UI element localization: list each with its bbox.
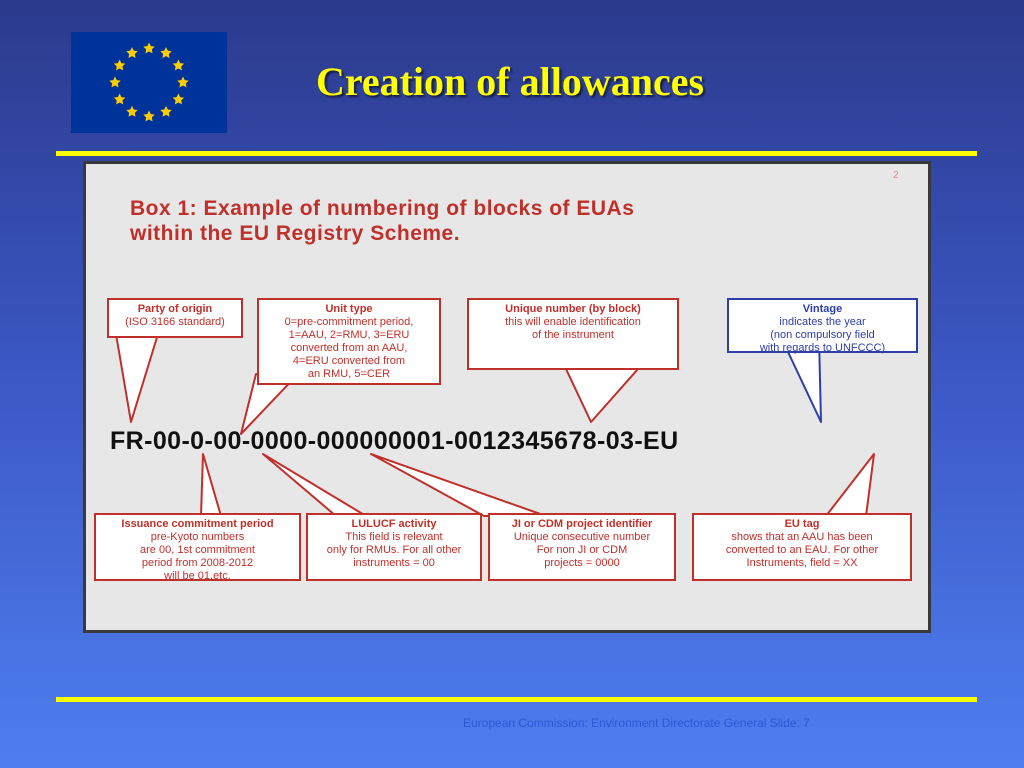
callout-line: period from 2008-2012 [141, 557, 254, 569]
callout-line: of the instrument [532, 329, 614, 341]
pointer-party-of-origin [116, 334, 158, 422]
callout-title: LULUCF activity [351, 518, 437, 530]
callout-line: pre-Kyoto numbers [150, 531, 245, 543]
eu-flag [71, 32, 227, 133]
slide-title: Creation of allowances [315, 59, 705, 104]
callout-line: are 00, 1st commitment [140, 544, 255, 556]
callout-line: indicates the year [779, 316, 866, 328]
callout-line: will be 01,etc. [164, 570, 231, 582]
callout-title: Vintage [802, 303, 843, 315]
callout-line: (ISO 3166 standard) [125, 316, 225, 328]
callout-title: Issuance commitment period [121, 518, 274, 530]
callout-title: Party of origin [137, 303, 213, 315]
callout-line: this will enable identification [505, 316, 641, 328]
callout-line: This field is relevant [345, 531, 443, 543]
pointer-ji-cdm [371, 454, 546, 516]
bottom-divider [56, 697, 977, 702]
slide-footer: European Commission: Environment Directorate General Slide: 7 [463, 716, 810, 730]
callout-line: only for RMUs. For all other [326, 544, 462, 556]
callout-title: EU tag [784, 518, 820, 530]
callout-line: projects = 0000 [544, 557, 620, 569]
pointer-eu-tag [826, 454, 874, 516]
top-divider [56, 151, 977, 156]
callout-unique-number [467, 298, 679, 370]
callout-line: 4=ERU converted from [292, 355, 406, 367]
euas-serial-number: FR-00-0-00-0000-000000001-0012345678-03-EU [110, 427, 679, 455]
callout-line: with regards to UNFCCC) [759, 342, 886, 354]
callout-line: 1=AAU, 2=RMU, 3=ERU [288, 329, 410, 341]
callout-line: Instruments, field = XX [746, 557, 858, 569]
callout-unit-type [257, 298, 441, 385]
callout-issuance-period [94, 513, 301, 581]
eu-stars-icon [71, 32, 227, 133]
callout-party-of-origin [107, 298, 243, 338]
callout-title: JI or CDM project identifier [511, 518, 653, 530]
callout-line: 0=pre-commitment period, [284, 316, 414, 328]
euas-numbering-figure [83, 161, 931, 633]
figure-heading-line-2: within the EU Registry Scheme. [130, 222, 461, 245]
callout-line: (non compulsory field [770, 329, 875, 341]
callout-line: Unique consecutive number [513, 531, 651, 543]
callout-vintage [727, 298, 918, 353]
figure-page-number: 2 [893, 170, 899, 181]
pointer-issuance-period [201, 454, 221, 516]
callout-line: instruments = 00 [353, 557, 435, 569]
callout-line: For non JI or CDM [536, 544, 628, 556]
callout-line: shows that an AAU has been [731, 531, 873, 543]
callout-line: converted to an EAU. For other [725, 544, 879, 556]
callout-title: Unit type [325, 303, 373, 315]
callout-line: an RMU, 5=CER [307, 368, 391, 380]
pointer-unique-number [566, 369, 638, 422]
callout-title: Unique number (by block) [505, 303, 641, 315]
callout-eu-tag [692, 513, 912, 581]
callout-lulucf [306, 513, 482, 581]
figure-heading-line-1: Box 1: Example of numbering of blocks of EUAs [130, 197, 635, 220]
callout-ji-cdm [488, 513, 676, 581]
callout-line: converted from an AAU, [290, 342, 408, 354]
pointer-lulucf [263, 454, 366, 516]
